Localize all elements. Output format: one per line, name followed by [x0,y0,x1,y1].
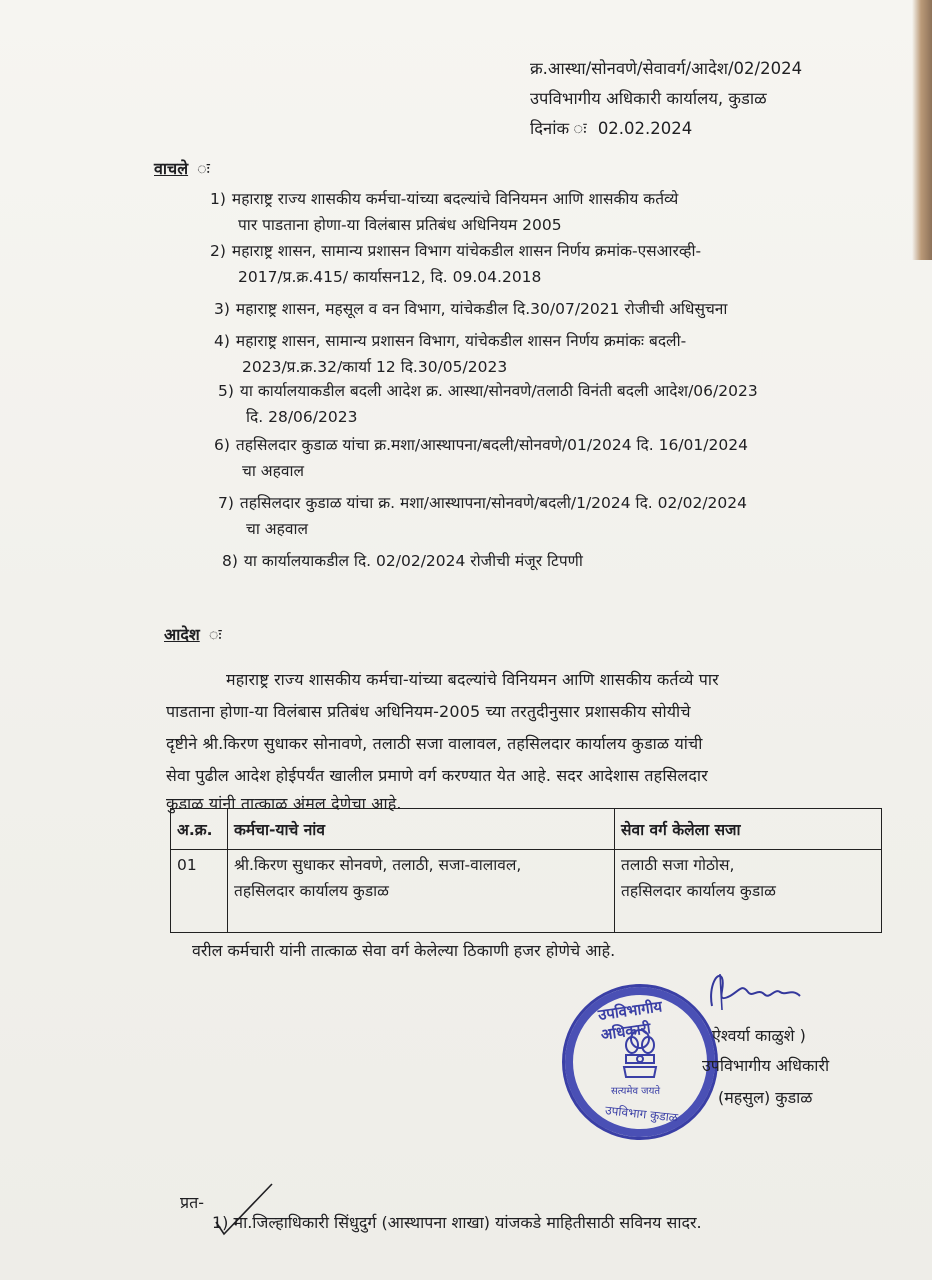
reference-number-label: 7) [218,494,234,512]
signature-mark [700,966,820,1026]
seal-motto: सत्यमेव जयते [611,1086,661,1097]
reference-text-line-1: या कार्यालयाकडील दि. 02/02/2024 रोजीची मंजूर टिपणी [243,552,583,570]
reference-text-line-1: महाराष्ट्र शासन, सामान्य प्रशासन विभाग यांचेकडील शासन निर्णय क्रमांक-एसआरव्ही- [231,242,702,260]
read-heading-suffix: ः [197,159,210,178]
reference-text-line-2: दि. 28/06/2023 [246,408,358,426]
reference-text-line-1: तहसिलदार कुडाळ यांचा क्र.मशा/आस्थापना/बदली/सोनवणे/01/2024 दि. 16/01/2024 [235,436,748,454]
cell-serial: 01 [171,850,228,933]
reference-text-line-2: 2023/प्र.क्र.32/कार्या 12 दि.30/05/2023 [242,358,508,376]
header-transferred-post: सेवा वर्ग केलेला सजा [615,809,882,850]
reference-item [214,328,686,354]
signatory-name: ऐश्वर्या काळुशे ) [712,1026,806,1045]
cell-employee-name [228,850,615,933]
transferred-post-line-1: तलाठी सजा गोठोस, [621,856,735,874]
reference-number-label: 1) [210,190,226,208]
signatory-designation: उपविभागीय अधिकारी [702,1056,830,1075]
seal-bottom-text: उपविभाग कुडाळ [604,1103,679,1125]
reference-text-line-1: महाराष्ट्र शासन, सामान्य प्रशासन विभाग, यांचेकडील शासन निर्णय क्रमांकः बदली- [235,332,687,350]
ashoka-emblem-icon [620,1027,660,1081]
reference-text-line-2: चा अहवाल [242,462,304,480]
reference-item [214,432,748,458]
seal-top-text: उपविभागीय अधिकारी [596,997,664,1044]
order-heading-label: आदेश [164,625,200,644]
header-serial: अ.क्र. [171,809,228,850]
cell-transferred-post [615,850,882,933]
reference-number-label: 5) [218,382,234,400]
table-row [171,850,882,933]
order-paragraph-line-1: महाराष्ट्र राज्य शासकीय कर्मचा-यांच्या बदल्यांचे विनियमन आणि शासकीय कर्तव्ये पार [226,670,719,689]
reference-text-line-1: या कार्यालयाकडील बदली आदेश क्र. आस्था/सोनवणे/तलाठी विनंती बदली आदेश/06/2023 [239,382,758,400]
order-heading [164,624,222,646]
order-paragraph-line-3: दृष्टीने श्री.किरण सुधाकर सोनावणे, तलाठी सजा वालावल, तहसिलदार कार्यालय कुडाळ यांची [166,734,703,753]
header-employee-name: कर्मचा-याचे नांव [228,809,615,850]
copy-item-1: 1) मा.जिल्हाधिकारी सिंधुदुर्ग (आस्थापना शाखा) यांजकडे माहितीसाठी सविनय सादर. [212,1213,702,1232]
order-paragraph-line-5: कुडाळ यांनी तात्काळ अंमल देणेचा आहे. [166,794,402,813]
reference-number-label: 4) [214,332,230,350]
reference-text-line-1: तहसिलदार कुडाळ यांचा क्र. मशा/आस्थापना/सोनवणे/बदली/1/2024 दि. 02/02/2024 [239,494,747,512]
order-paragraph-line-2: पाडताना होणा-या विलंबास प्रतिबंध अधिनियम-2005 च्या तरतुदीनुसार प्रशासकीय सोयीचे [166,702,691,721]
reference-number-label: 8) [222,552,238,570]
date-label: दिनांक ः [530,119,587,138]
read-heading-label: वाचले [154,159,189,178]
order-heading-suffix: ः [208,625,222,644]
office-name: उपविभागीय अधिकारी कार्यालय, कुडाळ [530,89,767,108]
official-seal [562,984,718,1140]
reference-number-label: 6) [214,436,230,454]
closing-note: वरील कर्मचारी यांनी तात्काळ सेवा वर्ग केलेल्या ठिकाणी हजर होणेचे आहे. [192,941,616,960]
copy-label: प्रत- [180,1193,204,1212]
reference-item [218,378,758,404]
reference-item [214,296,727,322]
employee-transfer-table [170,808,882,933]
reference-text-line-2: चा अहवाल [246,520,308,538]
reference-item [210,238,701,264]
employee-name-line-1: श्री.किरण सुधाकर सोनवणे, तलाठी, सजा-वालावल, [234,856,522,874]
order-paragraph-line-4: सेवा पुढील आदेश होईपर्यंत खालील प्रमाणे वर्ग करण्यात येत आहे. सदर आदेशास तहसिलदार [166,766,708,785]
order-date [530,118,692,140]
transferred-post-line-2: तहसिलदार कार्यालय कुडाळ [621,882,776,900]
signatory-office: (महसुल) कुडाळ [718,1088,813,1107]
reference-text-line-1: महाराष्ट्र राज्य शासकीय कर्मचा-यांच्या बदल्यांचे विनियमन आणि शासकीय कर्तव्ये [231,190,679,208]
date-value: 02.02.2024 [597,119,693,138]
page-edge-shadow [912,0,932,260]
reference-item [218,490,747,516]
reference-item [222,548,583,574]
read-heading [154,158,210,180]
reference-number-label: 2) [210,242,226,260]
table-header-row [171,809,882,850]
reference-item [210,186,678,212]
reference-text-line-1: महाराष्ट्र शासन, महसूल व वन विभाग, यांचेकडील दि.30/07/2021 रोजीची अधिसुचना [235,300,728,318]
employee-name-line-2: तहसिलदार कार्यालय कुडाळ [234,882,389,900]
reference-number: क्र.आस्था/सोनवणे/सेवावर्ग/आदेश/02/2024 [530,59,803,78]
reference-number-label: 3) [214,300,230,318]
reference-text-line-2: 2017/प्र.क्र.415/ कार्यासन12, दि. 09.04.2018 [238,268,542,286]
reference-text-line-2: पार पाडताना होणा-या विलंबास प्रतिबंध अधिनियम 2005 [238,216,562,234]
